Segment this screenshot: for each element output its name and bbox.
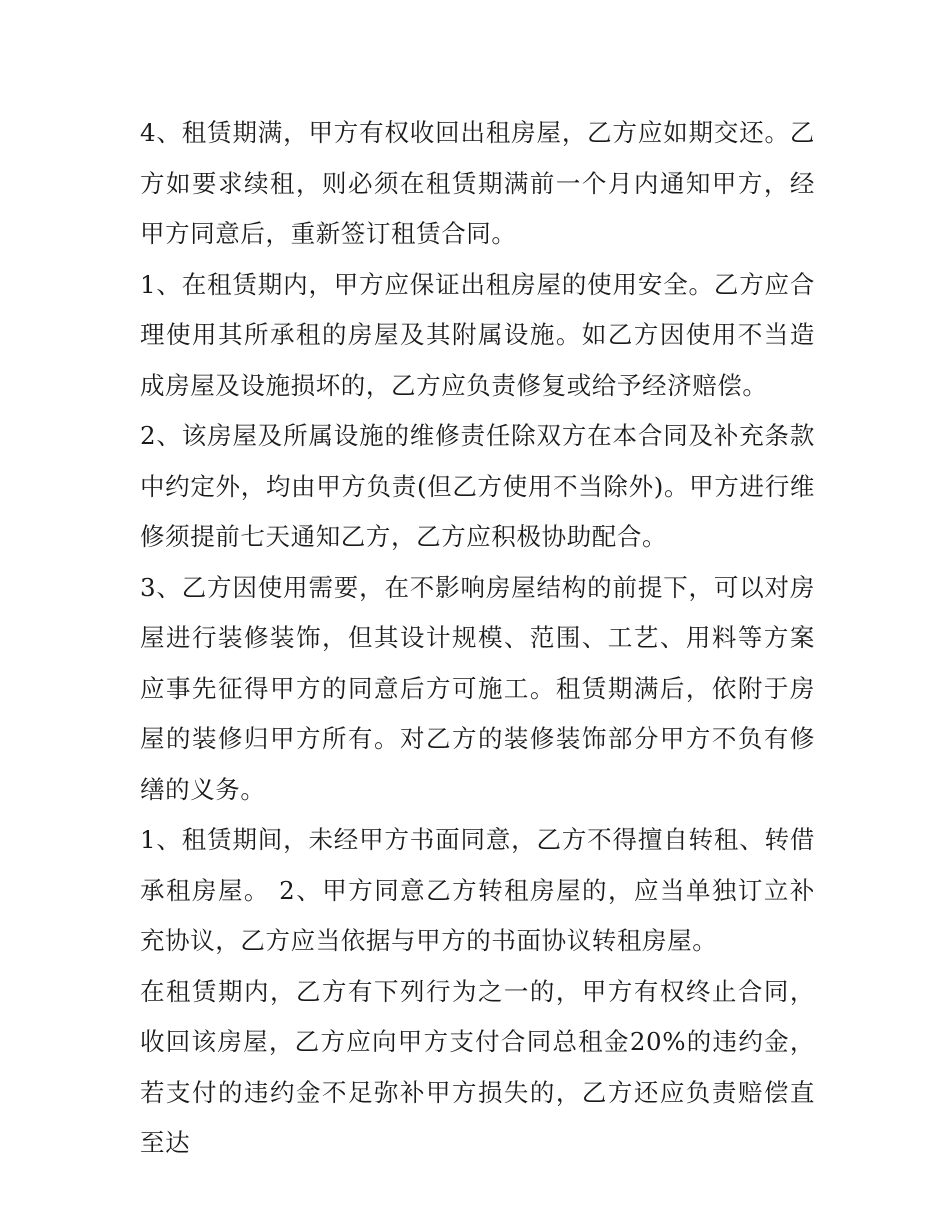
paragraph-renovation: 3、乙方因使用需要，在不影响房屋结构的前提下，可以对房屋进行装修装饰，但其设计规模、范围、工艺、用料等方案应事先征得甲方的同意后方可施工。租赁期满后，依附于房屋的装修归甲方所有。对乙方的装修装饰部分甲方不负有修缮的义务。 [140, 572, 815, 804]
paragraph-maintenance: 2、该房屋及所属设施的维修责任除双方在本合同及补充条款中约定外，均由甲方负责(但乙方使用不当除外)。甲方进行维修须提前七天通知乙方，乙方应积极协助配合。 [140, 421, 815, 551]
paragraph-usage-safety: 1、在租赁期内，甲方应保证出租房屋的使用安全。乙方应合理使用其所承租的房屋及其附属设施。如乙方因使用不当造成房屋及设施损坏的，乙方应负责修复或给予经济赔偿。 [140, 269, 815, 400]
document-body [140, 108, 815, 1169]
paragraph-termination: 在租赁期内，乙方有下列行为之一的，甲方有权终止合同，收回该房屋，乙方应向甲方支付合同总租金20%的违约金，若支付的违约金不足弥补甲方损失的，乙方还应负责赔偿直至达 [140, 976, 815, 1157]
paragraph-lease-expiry: 4、租赁期满，甲方有权收回出租房屋，乙方应如期交还。乙方如要求续租，则必须在租赁期满前一个月内通知甲方，经甲方同意后，重新签订租赁合同。 [140, 118, 815, 248]
paragraph-sublease: 1、租赁期间，未经甲方书面同意，乙方不得擅自转租、转借承租房屋。 2、甲方同意乙方转租房屋的，应当单独订立补充协议，乙方应当依据与甲方的书面协议转租房屋。 [140, 825, 815, 955]
